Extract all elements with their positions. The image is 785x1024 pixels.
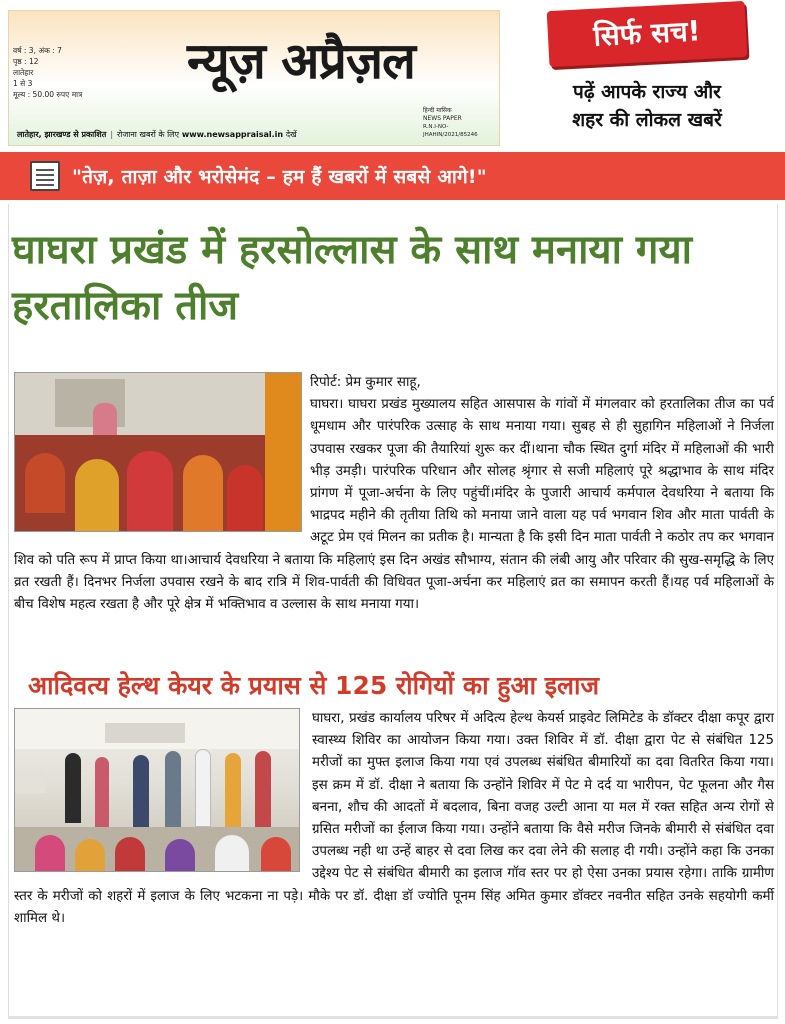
issue-line: लातेहार bbox=[13, 68, 34, 77]
website-suffix: देखें bbox=[285, 130, 297, 139]
registration-number: R.N.I-NO- JHAHIN/2021/85246 bbox=[423, 124, 478, 138]
issue-line: मूल्य : 50.00 रुपए मात्र bbox=[13, 90, 83, 99]
issue-line: 1 से 3 bbox=[13, 79, 33, 88]
article-1 bbox=[14, 372, 774, 616]
issue-line: पृष्ठ : 12 bbox=[13, 57, 39, 66]
paper-label: NEWS PAPER bbox=[423, 115, 462, 122]
local-news-line: पढ़ें आपके राज्य और bbox=[573, 81, 721, 103]
page-bottom-rule bbox=[8, 1016, 778, 1019]
daily-news-text: रोजाना खबरों के लिए bbox=[117, 130, 180, 139]
sirf-sach-badge: सिर्फ सच! bbox=[547, 1, 748, 67]
local-news-tagline bbox=[516, 78, 778, 134]
masthead-banner bbox=[8, 10, 500, 146]
slogan-text: "तेज़, ताज़ा और भरोसेमंद – हम हैं खबरों में सबसे आगे!" bbox=[72, 166, 487, 188]
masthead bbox=[8, 6, 778, 148]
published-from: लातेहार, झारखण्ड से प्रकाशित bbox=[17, 130, 107, 139]
article-1-byline: रिपोर्ट: प्रेम कुमार साहू, bbox=[310, 375, 421, 390]
issue-info bbox=[13, 45, 99, 100]
slogan-bar bbox=[0, 152, 785, 200]
article-2 bbox=[14, 708, 774, 930]
newspaper-icon bbox=[30, 161, 60, 191]
promo-block bbox=[508, 6, 778, 148]
paper-type: हिन्दी मासिक bbox=[423, 107, 452, 114]
issue-line: वर्ष : 3, अंक : 7 bbox=[13, 46, 62, 55]
local-news-line: शहर की लोकल खबरें bbox=[572, 109, 722, 131]
article-1-headline: घाघरा प्रखंड में हरसोल्लास के साथ मनाया गया हरतालिका तीज bbox=[12, 227, 692, 329]
teej-worship-photo bbox=[14, 372, 302, 532]
banner-footer: लातेहार, झारखण्ड से प्रकाशित | रोजाना खबरों के लिए www.newsappraisal.in देखें bbox=[17, 130, 297, 139]
health-camp-photo bbox=[14, 708, 300, 872]
article-2-body: घाघरा, प्रखंड कार्यालय परिषर में अदित्य हेल्थ केयर्स प्राइवेट लिमिटेड के डॉक्टर दीक्षा कपूर द्वारा स्वास्थ्य शिविर का आयोजन किया गया। उक्त शिविर में डॉ. दीक्षा द्वारा पेट से संबंधित 125 मरीजों का मुफ्त इलाज किया गया एवं उपलब्ध संबंधित बीमारियों का दवा वितरित किया गया। इस क्रम में डॉ. दीक्षा ने बताया कि उन्होंने शिविर में पेट मे दर्द या भारीपन, पेट फूलना और गैस बनना, शौच की आदतों में बदलाव, बिना वजह उल्टी आना या मल में रक्त सहित अन्य रोगों से ग्रसित मरीजों का ईलाज किया गया। उन्होंने बताया कि वैसे मरीज जिनके बीमारी से संबंधित दवा उपलब्ध नही था उन्हें बाहर से दवा लिख कर दवा लेने की सलाह दी गयी। उन्होंने कहा कि उनका उद्देश्य पेट से संबंधित बीमारी का इलाज गॉव स्तर पर हो ऐसा उनका प्रयास रहेगा। ताकि ग्रामीण स्तर के मरीजों को शहरों में इलाज के लिए भटकना ना पड़े। मौके पर डॉ. दीक्षा डॉ ज्योति पूनम सिंह अमित कुमार डॉक्टर नवनीत सहित उनके सहयोगी कर्मी शामिल थे। bbox=[14, 711, 774, 926]
newspaper-brand-logo: न्यूज़ अप्रैज़ल bbox=[187, 32, 415, 90]
website-link[interactable]: www.newsappraisal.in bbox=[181, 130, 284, 139]
article-2-headline: आदिवत्य हेल्थ केयर के प्रयास से 125 रोगियों का हुआ इलाज bbox=[28, 671, 600, 700]
article-1-body: घाघरा। घाघरा प्रखंड मुख्यालय सहित आसपास के गांवों में मंगलवार को हरतालिका तीज का पर्व धूमधाम और पारंपरिक उत्साह के साथ मनाया गया। सुबह से ही सुहागिन महिलाओं ने निर्जला उपवास रखकर पूजा की तैयारियां शुरू कर दीं।थाना चौक स्थित दुर्गा मंदिर में महिलाओं की भारी भीड़ उमड़ी। पारंपरिक परिधान और सोलह श्रृंगार से सजी महिलाएं पूरे श्रद्धाभाव के साथ मंदिर प्रांगण में पूजा-अर्चना के लिए पहुंचीं।मंदिर के पुजारी आचार्य कर्मपाल देवधरिया ने बताया कि भाद्रपद महीने की तृतीया तिथि को मनाया जाने वाला यह पर्व भगवान शिव और माता पार्वती के अटूट प्रेम एवं मिलन का प्रतीक है। मान्यता है कि इसी दिन माता पार्वती ने कठोर तप कर भगवान शिव को पति रूप में प्राप्त किया था।आचार्य देवधरिया ने बताया कि महिलाएं इस दिन अखंड सौभाग्य, संतान की लंबी आयु और परिवार की सुख-समृद्धि के लिए व्रत रखती हैं। दिनभर निर्जला उपवास रखने के बाद रात्रि में शिव-पार्वती की विधिवत पूजा-अर्चना कर महिलाएं व्रत का समापन करती हैं।यह पर्व महिलाओं के बीच विशेष महत्व रखता है और पूरे क्षेत्र में भक्तिभाव व उल्लास के साथ मनाया गया। bbox=[14, 397, 774, 613]
